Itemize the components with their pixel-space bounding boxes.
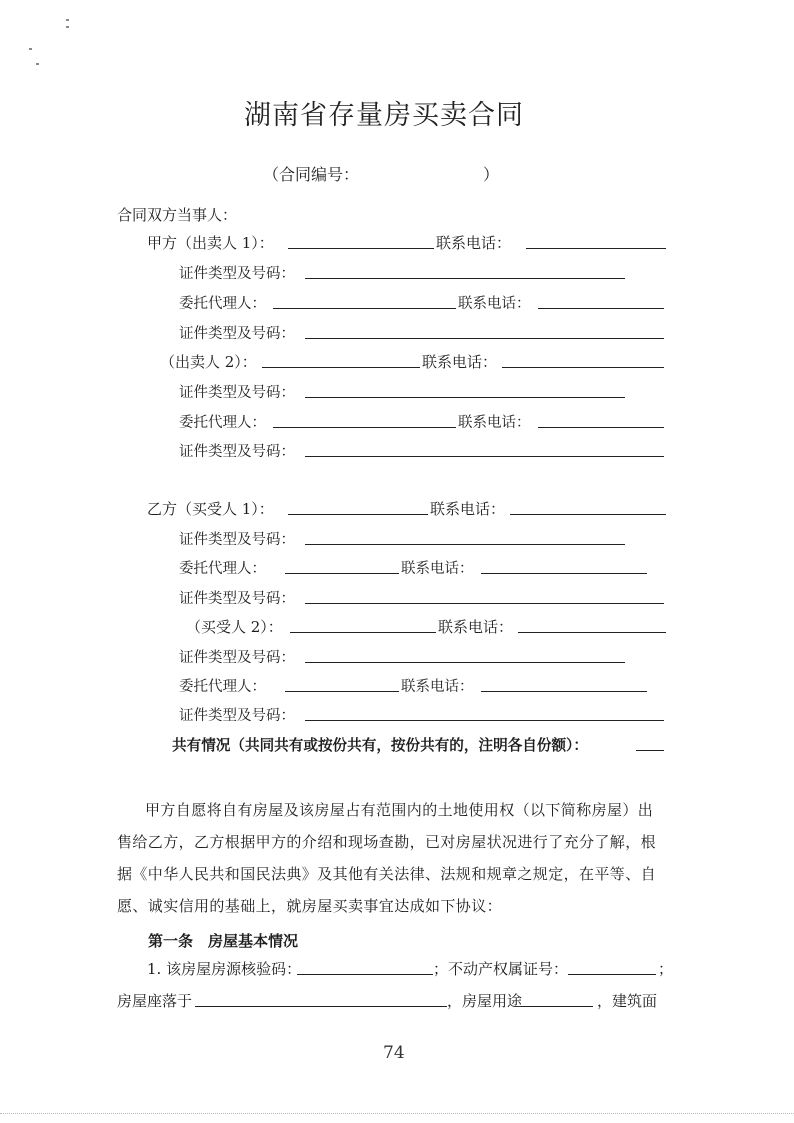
seller1-agent-id-label: 证件类型及号码：: [179, 326, 295, 342]
seller2-agent-field[interactable]: [273, 427, 456, 428]
property-location-field[interactable]: [195, 1006, 447, 1007]
buyer1-agent-field[interactable]: [285, 573, 399, 574]
parties-heading: 合同双方当事人：: [117, 206, 238, 224]
buyer1-id-field[interactable]: [305, 544, 625, 545]
seller2-name-field[interactable]: [262, 367, 420, 368]
intro-line-3: 据《中华人民共和国民法典》及其他有关法律、法规和规章之规定，在平等、自: [117, 865, 657, 883]
property-cert-field[interactable]: [568, 974, 656, 975]
buyer2-phone-label: 联系电话：: [438, 618, 514, 636]
article1-line2-prefix: 房屋座落于: [117, 992, 193, 1010]
buyer1-agent-phone-field[interactable]: [481, 573, 647, 574]
buyer1-agent-phone-label: 联系电话：: [401, 561, 474, 577]
property-use-label: ，房屋用途: [447, 992, 523, 1010]
buyer2-label: （买受人 2）：: [186, 618, 283, 636]
seller1-phone-field[interactable]: [526, 248, 666, 249]
buyer1-agent-label: 委托代理人：: [179, 561, 266, 577]
intro-line-1: 甲方自愿将自有房屋及该房屋占有范围内的土地使用权（以下简称房屋）出: [145, 801, 654, 819]
seller1-agent-id-field[interactable]: [305, 338, 664, 339]
intro-line-4: 愿、诚实信用的基础上，就房屋买卖事宜达成如下协议：: [117, 897, 503, 915]
buyer1-id-label: 证件类型及号码：: [179, 532, 295, 548]
item1-end: ；: [658, 960, 674, 978]
scan-speck: [29, 48, 32, 50]
seller1-agent-label: 委托代理人：: [179, 296, 266, 312]
contract-number-close: ）: [483, 165, 500, 184]
seller2-agent-id-label: 证件类型及号码：: [179, 444, 295, 460]
scan-speck: [36, 63, 39, 65]
seller1-agent-phone-label: 联系电话：: [458, 296, 531, 312]
article1-item1-prefix: 1. 该房屋房源核验码：: [147, 960, 302, 978]
buyer1-name-field[interactable]: [288, 514, 428, 515]
seller1-phone-label: 联系电话：: [436, 234, 512, 252]
article1-heading: 第一条 房屋基本情况: [148, 932, 299, 950]
seller2-agent-phone-field[interactable]: [538, 427, 664, 428]
page-title: 湖南省存量房买卖合同: [244, 100, 524, 131]
seller1-agent-phone-field[interactable]: [538, 308, 664, 309]
property-cert-label: ；不动产权属证号：: [433, 960, 569, 978]
co-ownership-field[interactable]: [636, 750, 664, 751]
seller2-id-field[interactable]: [305, 397, 625, 398]
buyer2-agent-id-label: 证件类型及号码：: [179, 708, 295, 724]
buyer2-agent-phone-field[interactable]: [481, 691, 647, 692]
buyer1-label: 乙方（买受人 1）：: [147, 500, 274, 518]
contract-number-label: （合同编号：: [263, 165, 360, 184]
buyer1-agent-id-label: 证件类型及号码：: [179, 591, 295, 607]
buyer1-agent-id-field[interactable]: [305, 603, 664, 604]
verification-code-field[interactable]: [297, 974, 433, 975]
buyer2-agent-phone-label: 联系电话：: [401, 679, 474, 695]
seller1-id-label: 证件类型及号码：: [179, 266, 295, 282]
buyer1-phone-field[interactable]: [510, 514, 666, 515]
seller2-id-label: 证件类型及号码：: [179, 385, 295, 401]
buyer2-phone-field[interactable]: [518, 632, 666, 633]
seller1-id-field[interactable]: [305, 278, 625, 279]
seller1-agent-field[interactable]: [273, 308, 456, 309]
seller2-agent-label: 委托代理人：: [179, 415, 266, 431]
co-ownership-label: 共有情况（共同共有或按份共有，按份共有的，注明各自份额）：: [172, 737, 588, 754]
buyer2-name-field[interactable]: [290, 632, 436, 633]
buyer1-phone-label: 联系电话：: [430, 500, 506, 518]
seller2-label: （出卖人 2）：: [160, 353, 257, 371]
buyer2-agent-field[interactable]: [285, 691, 399, 692]
page-number: 74: [383, 1043, 405, 1063]
buyer2-id-label: 证件类型及号码：: [179, 650, 295, 666]
buyer2-agent-id-field[interactable]: [305, 720, 664, 721]
seller2-phone-label: 联系电话：: [422, 353, 498, 371]
scan-speck: [66, 19, 69, 21]
property-use-field[interactable]: [521, 1006, 593, 1007]
seller1-label: 甲方（出卖人 1）：: [147, 234, 274, 252]
seller1-name-field[interactable]: [288, 248, 434, 249]
building-area-label: ，建筑面: [597, 992, 658, 1010]
seller2-phone-field[interactable]: [502, 367, 664, 368]
seller2-agent-id-field[interactable]: [305, 456, 664, 457]
scan-edge: [0, 1113, 794, 1114]
scan-speck: [66, 26, 69, 28]
buyer2-agent-label: 委托代理人：: [179, 679, 266, 695]
seller2-agent-phone-label: 联系电话：: [458, 415, 531, 431]
intro-line-2: 售给乙方，乙方根据甲方的介绍和现场查勘，已对房屋状况进行了充分了解，根: [117, 833, 657, 851]
buyer2-id-field[interactable]: [305, 662, 625, 663]
